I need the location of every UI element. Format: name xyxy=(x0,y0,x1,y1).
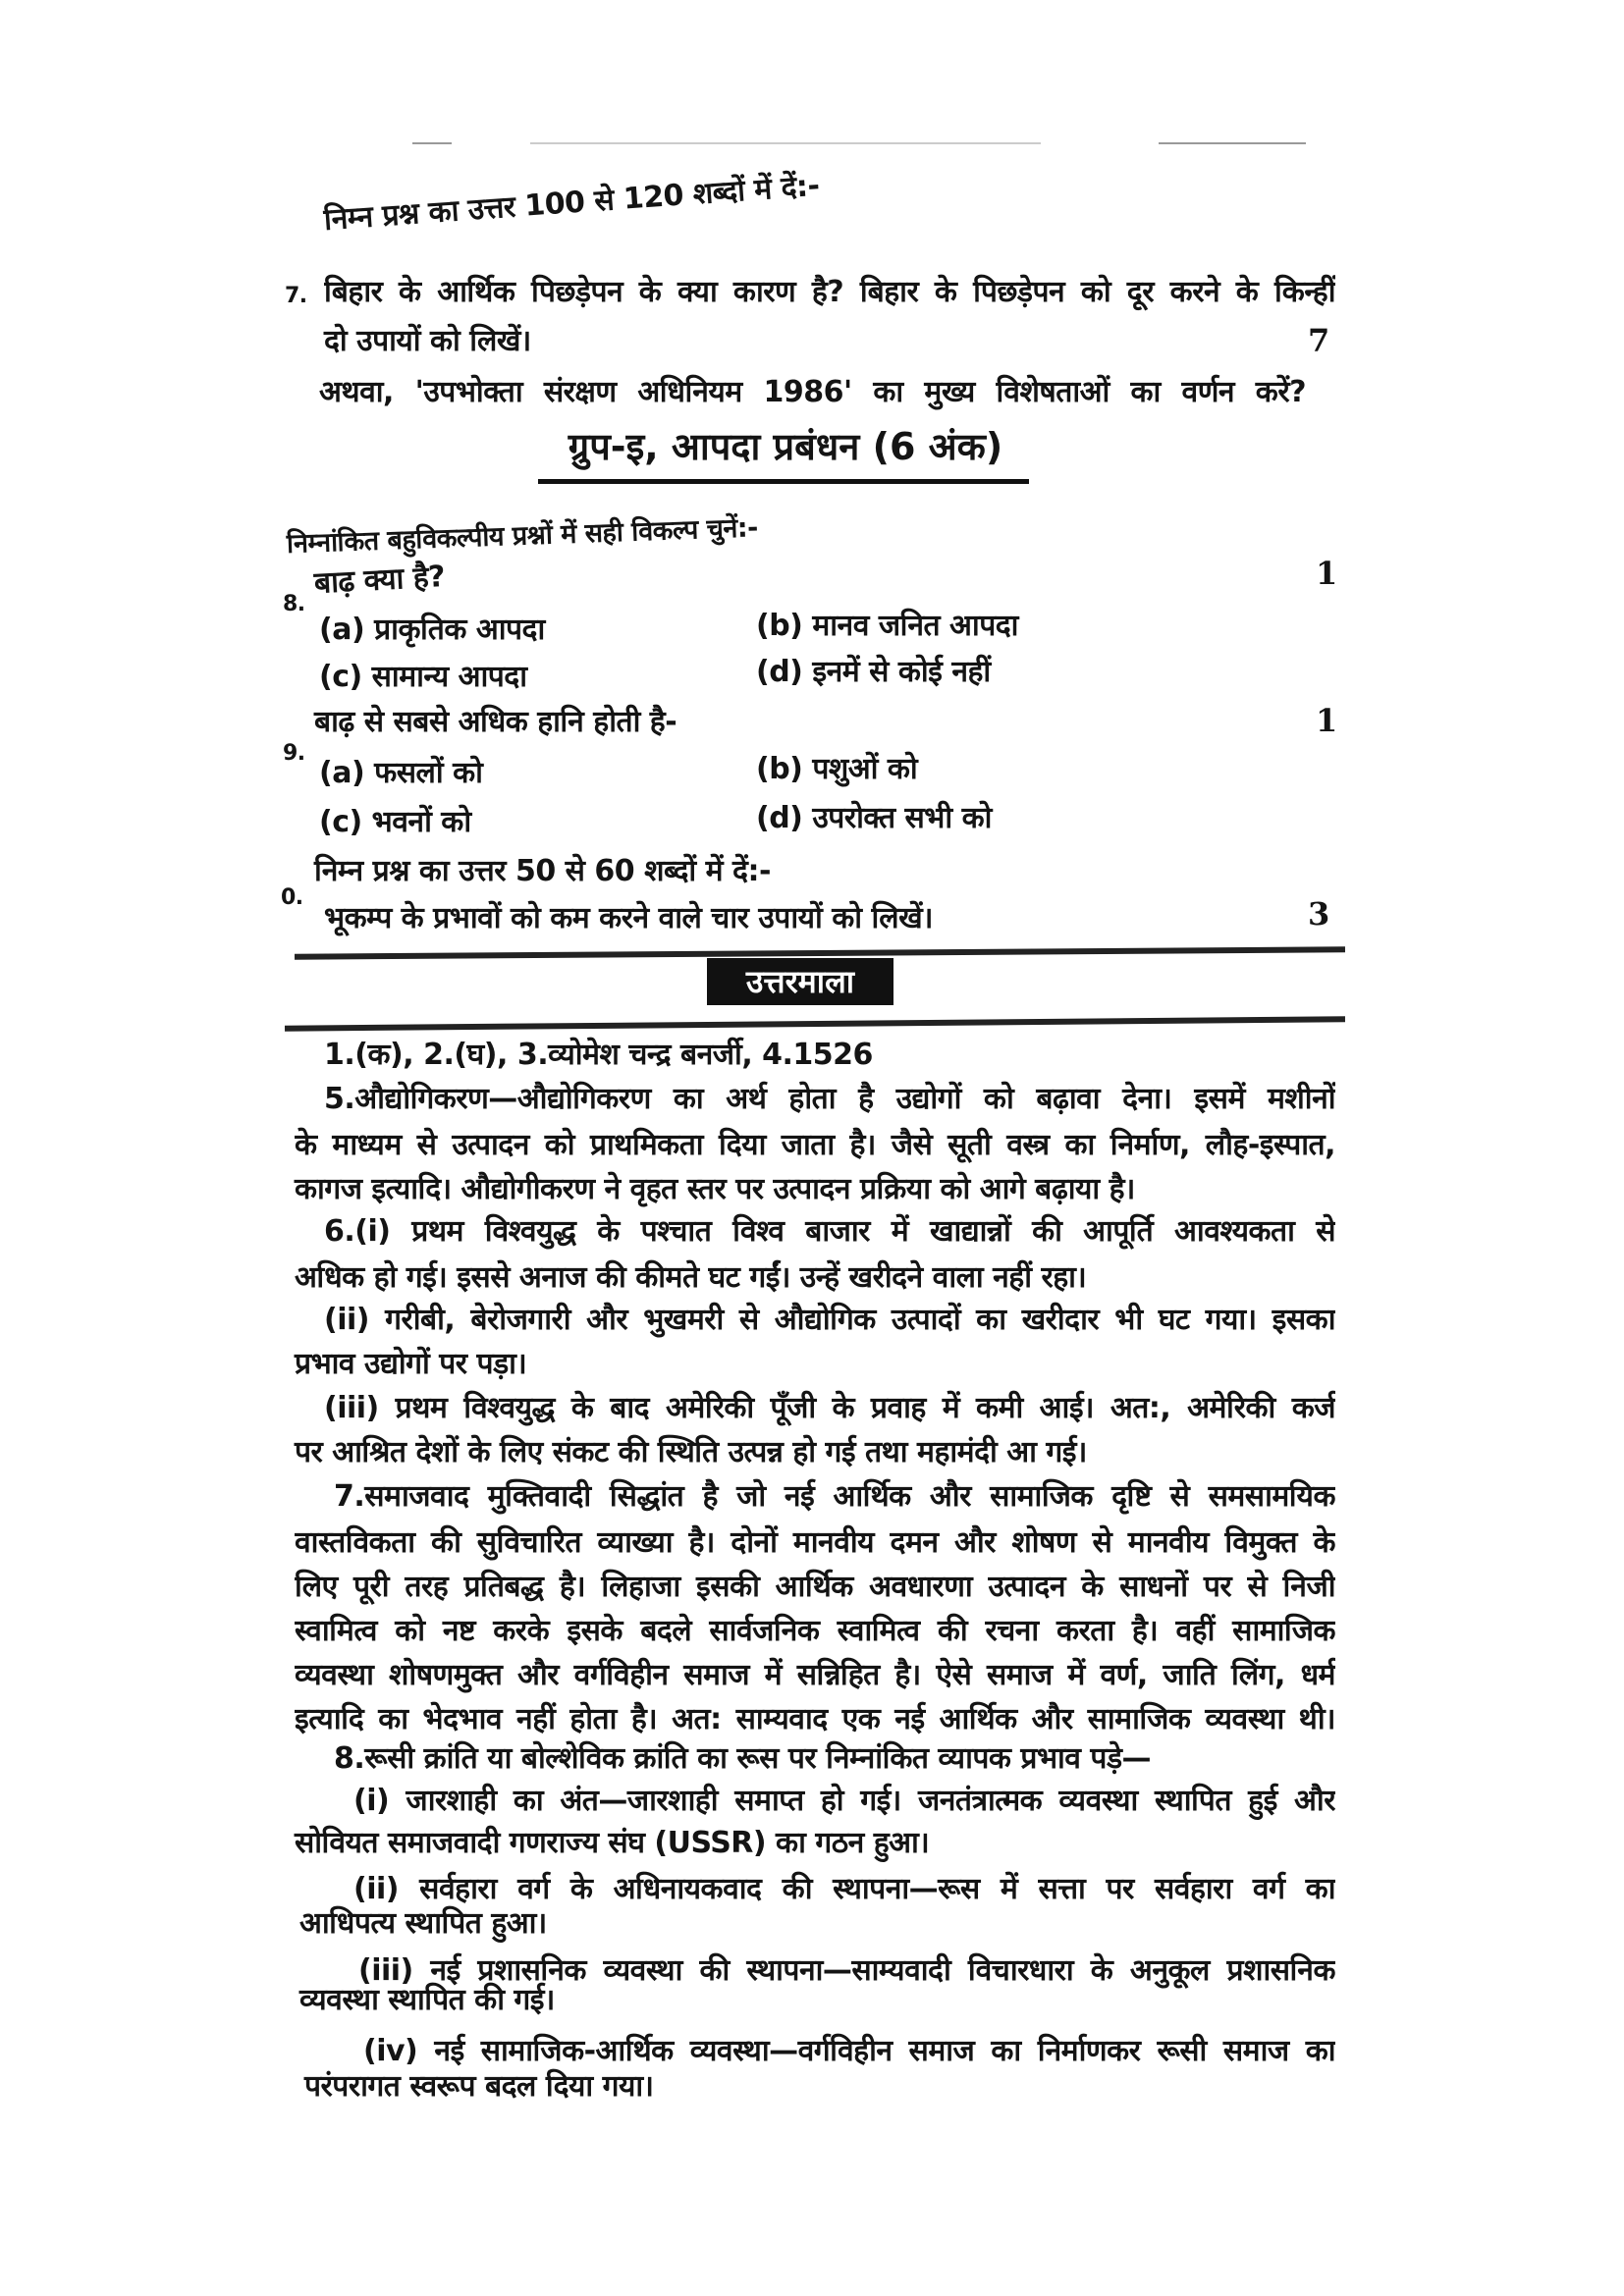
option-a: (a) फसलों को xyxy=(319,756,483,790)
answer-line: अधिक हो गई। इससे अनाज की कीमते घट गईं। उन्हें खरीदने वाला नहीं रहा। xyxy=(295,1260,1087,1295)
long-answer-instruction: निम्न प्रश्न का उत्तर 100 से 120 शब्दों में दें:- xyxy=(322,168,821,238)
answer-line: लिए पूरी तरह प्रतिबद्ध है। लिहाजा इसकी आर्थिक अवधारणा उत्पादन के साधनों पर से निजी xyxy=(295,1570,1335,1604)
question-17-text-cont: दो उपायों को लिखें। xyxy=(324,324,531,358)
marks: 3 xyxy=(1308,895,1330,933)
answers-title: उत्तरमाला xyxy=(707,958,893,1005)
question-number: 9. xyxy=(283,741,305,766)
question-18-text: बाढ़ क्या है? xyxy=(313,560,446,601)
answer-line: (ii) गरीबी, बेरोजगारी और भुखमरी से औद्योगिक उत्पादों का खरीदार भी घट गया। इसका xyxy=(324,1303,1335,1337)
title-underline xyxy=(538,479,1029,484)
question-number: 0. xyxy=(281,885,303,910)
answer-line: इत्यादि का भेदभाव नहीं होता है। अत: साम्यवाद एक नई आर्थिक और सामाजिक व्यवस्था थी। xyxy=(295,1702,1335,1736)
answer-line: (iv) नई सामाजिक-आर्थिक व्यवस्था—वर्गविहीन समाज का निर्माणकर रूसी समाज का xyxy=(363,2034,1335,2068)
answer-line: कागज इत्यादि। औद्योगीकरण ने वृहत स्तर पर उत्पादन प्रक्रिया को आगे बढ़ाया है। xyxy=(295,1172,1135,1206)
marks: 7 xyxy=(1308,322,1330,359)
answer-line: स्वामित्व को नष्ट करके इसके बदले सार्वजनिक स्वामित्व की रचना करता है। वहीं सामाजिक xyxy=(295,1614,1335,1648)
option-d: (d) इनमें से कोई नहीं xyxy=(756,655,991,689)
option-d: (d) उपरोक्त सभी को xyxy=(756,801,992,835)
answer-line: 1.(क), 2.(घ), 3.व्योमेश चन्द्र बनर्जी, 4.1526 xyxy=(324,1038,873,1072)
answer-line: सोवियत समाजवादी गणराज्य संघ (USSR) का गठन हुआ। xyxy=(295,1826,930,1860)
question-number: 7. xyxy=(285,284,307,308)
option-a: (a) प्राकृतिक आपदा xyxy=(319,613,545,647)
answer-line: 6.(i) प्रथम विश्वयुद्ध के पश्चात विश्व बाजार में खाद्यान्नों की आपूर्ति आवश्यकता से xyxy=(324,1214,1335,1249)
question-17-text: बिहार के आर्थिक पिछड़ेपन के क्या कारण है? बिहार के पिछड़ेपन को दूर करने के किन्हीं xyxy=(324,275,1335,309)
option-c: (c) भवनों को xyxy=(319,805,471,839)
answer-line: प्रभाव उद्योगों पर पड़ा। xyxy=(295,1347,527,1381)
answer-line: (ii) सर्वहारा वर्ग के अधिनायकवाद की स्थापना—रूस में सत्ता पर सर्वहारा वर्ग का xyxy=(353,1872,1335,1906)
scan-artifact xyxy=(530,142,1041,144)
marks: 1 xyxy=(1316,702,1338,739)
group-title: ग्रुप-इ, आपदा प्रबंधन (6 अंक) xyxy=(568,425,1003,468)
answer-line: (iii) नई प्रशासनिक व्यवस्था की स्थापना—साम्यवादी विचारधारा के अनुकूल प्रशासनिक xyxy=(358,1953,1335,1988)
question-19-text: बाढ़ से सबसे अधिक हानि होती है- xyxy=(314,705,677,739)
answer-line: के माध्यम से उत्पादन को प्राथमिकता दिया जाता है। जैसे सूती वस्त्र का निर्माण, लौह-इस्पात, xyxy=(295,1128,1335,1162)
marks: 1 xyxy=(1316,555,1338,592)
answer-line: (i) जारशाही का अंत—जारशाही समाप्त हो गई। जनतंत्रात्मक व्यवस्था स्थापित हुई और xyxy=(353,1784,1335,1818)
answer-line: 5.औद्योगिकरण—औद्योगिकरण का अर्थ होता है उद्योगों को बढ़ावा देना। इसमें मशीनों xyxy=(324,1082,1335,1116)
answer-line: वास्तविकता की सुविचारित व्याख्या है। दोनों मानवीय दमन और शोषण से मानवीय विमुक्त के xyxy=(295,1525,1335,1560)
question-17-or: अथवा, 'उपभोक्ता संरक्षण अधिनियम 1986' का मुख्य विशेषताओं का वर्णन करें? xyxy=(319,375,1306,409)
answer-line: (iii) प्रथम विश्वयुद्ध के बाद अमेरिकी पूँजी के प्रवाह में कमी आई। अत:, अमेरिकी कर्ज xyxy=(324,1391,1335,1425)
answer-line: आधिपत्य स्थापित हुआ। xyxy=(299,1906,547,1941)
divider xyxy=(285,1016,1345,1031)
question-20-instruction: निम्न प्रश्न का उत्तर 50 से 60 शब्दों में दें:- xyxy=(314,854,771,888)
answer-line: 8.रूसी क्रांति या बोल्शेविक क्रांति का रूस पर निम्नांकित व्यापक प्रभाव पड़े— xyxy=(334,1741,1152,1776)
option-c: (c) सामान्य आपदा xyxy=(319,660,527,694)
question-number: 8. xyxy=(283,592,305,616)
answer-line: पर आश्रित देशों के लिए संकट की स्थिति उत्पन्न हो गई तथा महामंदी आ गई। xyxy=(295,1435,1087,1469)
scan-artifact xyxy=(412,142,452,144)
answer-line: परंपरागत स्वरूप बदल दिया गया। xyxy=(304,2069,654,2104)
option-b: (b) मानव जनित आपदा xyxy=(756,609,1018,643)
scan-artifact xyxy=(1159,142,1306,144)
answer-line: 7.समाजवाद मुक्तिवादी सिद्धांत है जो नई आर्थिक और सामाजिक दृष्टि से समसामयिक xyxy=(334,1479,1335,1514)
mcq-instruction: निम्नांकित बहुविकल्पीय प्रश्नों में सही विकल्प चुनें:- xyxy=(286,512,759,560)
answer-line: व्यवस्था स्थापित की गई। xyxy=(299,1983,555,2017)
option-b: (b) पशुओं को xyxy=(756,752,918,786)
answer-line: व्यवस्था शोषणमुक्त और वर्गविहीन समाज में सन्निहित है। ऐसे समाज में वर्ण, जाति लिंग, धर्म xyxy=(295,1658,1335,1692)
question-20-text: भूकम्प के प्रभावों को कम करने वाले चार उपायों को लिखें। xyxy=(324,901,933,935)
